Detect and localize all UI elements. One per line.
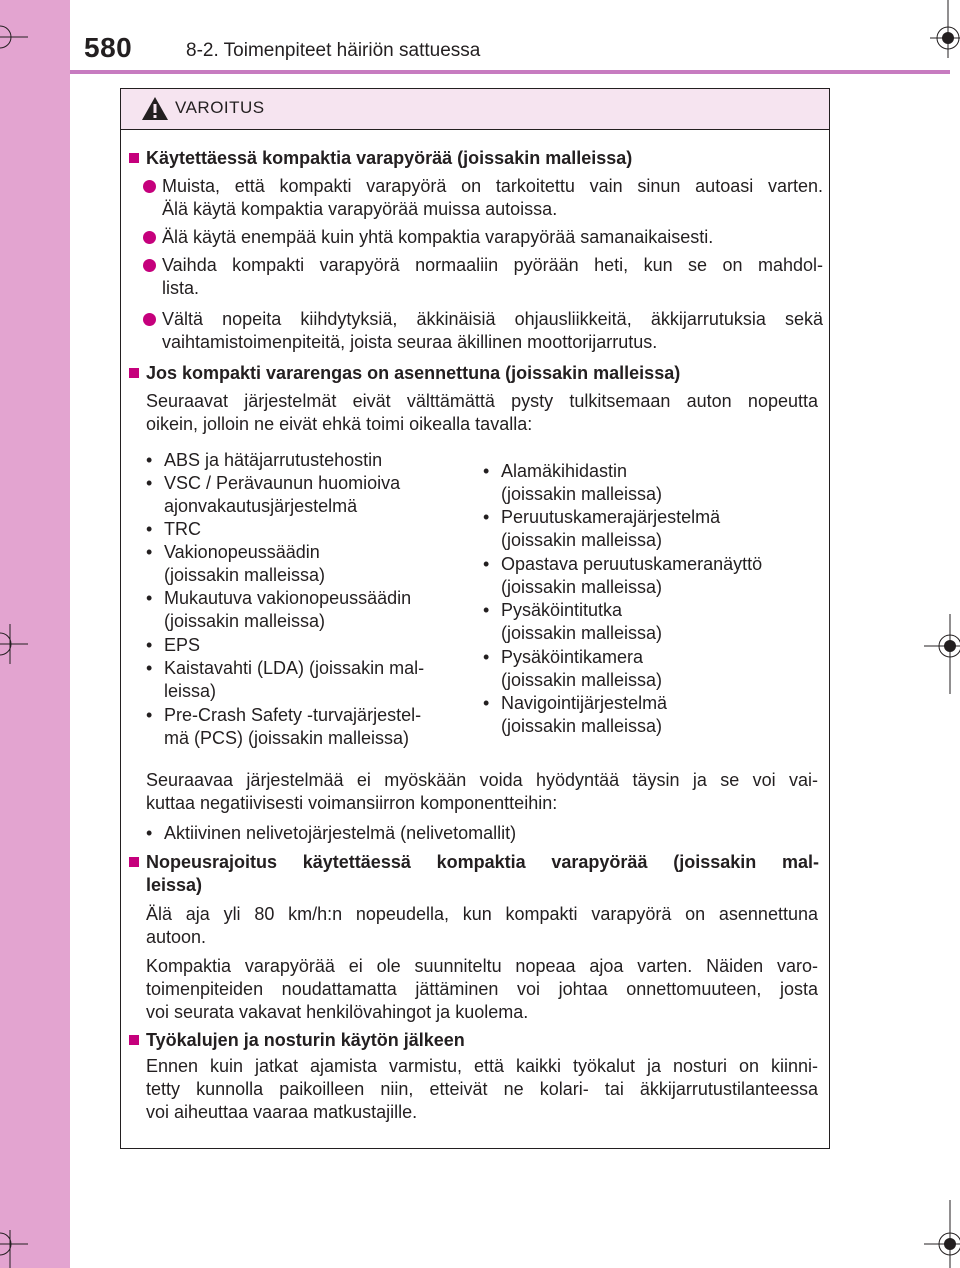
paragraph: Ennen kuin jatkat ajamista varmistu, että kaikki työkalut ja nosturi on kiinni- tetty kunnolla paikoilleen niin, etteivät ne kolari- tai äkkijarrutustilanteessa voi aiheuttaa vaaraa matkustajille. — [146, 1056, 818, 1122]
paragraph: Seuraavat järjestelmät eivät välttämättä pysty tulkitsemaan auton nopeutta oikein, jolloin ne eivät ehkä toimi oikealla tavalla: — [146, 391, 818, 434]
dot-bullet-icon — [143, 180, 156, 193]
section-heading-spare-installed: Jos kompakti vararengas on asennettuna (joissakin malleissa) — [129, 362, 829, 385]
list-item: • TRC — [146, 519, 201, 539]
list-item: • Kaistavahti (LDA) (joissakin mal- leissa) — [146, 658, 425, 701]
dot-bullet-icon — [143, 231, 156, 244]
warning-box — [120, 88, 830, 1149]
warning-triangle-icon — [141, 96, 169, 126]
registration-mark-mid-right-icon — [924, 614, 960, 694]
header-rule — [70, 70, 950, 74]
paragraph: Seuraavaa järjestelmää ei myöskään voida hyödyntää täysin ja se voi vai- kuttaa negatiivisesti voimansiirron komponentteihin: — [146, 770, 818, 813]
square-bullet-icon — [129, 857, 139, 867]
list-item: • VSC / Perävaunun huomioiva ajonvakautusjärjestelmä — [146, 473, 401, 516]
warning-header — [121, 89, 829, 130]
section-heading-compact-spare: Käytettäessä kompaktia varapyörää (joissakin malleissa) — [129, 147, 829, 170]
square-bullet-icon — [129, 153, 139, 163]
registration-mark-top-right-icon — [928, 0, 960, 60]
list-item: Muista, että kompakti varapyörä on tarkoitettu vain sinun autoasi varten. Älä käytä kompaktia varapyörää muissa autoissa. — [143, 175, 823, 221]
list-item: • Pre-Crash Safety -turvajärjestel- mä (PCS) (joissakin malleissa) — [146, 705, 422, 748]
registration-mark-bottom-right-icon — [924, 1200, 960, 1268]
section-title: 8-2. Toimenpiteet häiriön sattuessa — [186, 40, 481, 61]
registration-mark-mid-left-icon — [0, 624, 30, 664]
paragraph: Kompaktia varapyörää ei ole suunniteltu nopeaa ajoa varten. Näiden varo- toimenpiteiden noudattamatta jättäminen voi johtaa onnettomuuteen, josta voi seurata vakavat henkilövahingot ja kuolema. — [146, 956, 818, 1022]
list-item: Älä käytä enempää kuin yhtä kompaktia varapyörää samanaikaisesti. — [143, 226, 823, 249]
list-item: • Opastava peruutuskameranäyttö (joissakin malleissa) — [483, 554, 763, 597]
list-item: • Alamäkihidastin (joissakin malleissa) — [483, 461, 663, 504]
list-item: • Pysäköintitutka (joissakin malleissa) — [483, 600, 663, 643]
dot-bullet-icon — [143, 259, 156, 272]
list-item: • Vakionopeussäädin (joissakin malleissa) — [146, 542, 326, 585]
page-number: 580 — [84, 32, 133, 63]
list-item: • EPS — [146, 635, 201, 655]
warning-title: VAROITUS — [175, 98, 265, 117]
dot-bullet-icon — [143, 313, 156, 326]
registration-mark-bottom-left-icon — [0, 1230, 30, 1268]
square-bullet-icon — [129, 1035, 139, 1045]
list-item: Vältä nopeita kiihdytyksiä, äkkinäisiä ohjausliikkeitä, äkkijarrutuksia sekä vaihtamistoimenpiteitä, joista seuraa äkillinen moottorijarrutus. — [143, 308, 823, 354]
section-heading-tools: Työkalujen ja nosturin käytön jälkeen — [129, 1029, 829, 1052]
list-item: • ABS ja hätäjarrutustehostin — [146, 450, 383, 470]
list-item: • Mukautuva vakionopeussäädin (joissakin malleissa) — [146, 588, 412, 631]
list-item: • Pysäköintikamera (joissakin malleissa) — [483, 647, 663, 690]
list-item: • Peruutuskamerajärjestelmä (joissakin malleissa) — [483, 507, 721, 550]
square-bullet-icon — [129, 368, 139, 378]
paragraph: Älä aja yli 80 km/h:n nopeudella, kun kompakti varapyörä on asennettuna autoon. — [146, 904, 818, 947]
list-item: • Aktiivinen nelivetojärjestelmä (nelivetomallit) — [146, 823, 517, 843]
list-item: Vaihda kompakti varapyörä normaaliin pyörään heti, kun se on mahdol- lista. — [143, 254, 823, 300]
section-heading-speed-limit: Nopeusrajoitus käytettäessä kompaktia varapyörää (joissakin mal- leissa) — [129, 851, 819, 897]
registration-mark-top-left-icon — [0, 22, 30, 52]
list-item: • Navigointijärjestelmä (joissakin malleissa) — [483, 693, 668, 736]
